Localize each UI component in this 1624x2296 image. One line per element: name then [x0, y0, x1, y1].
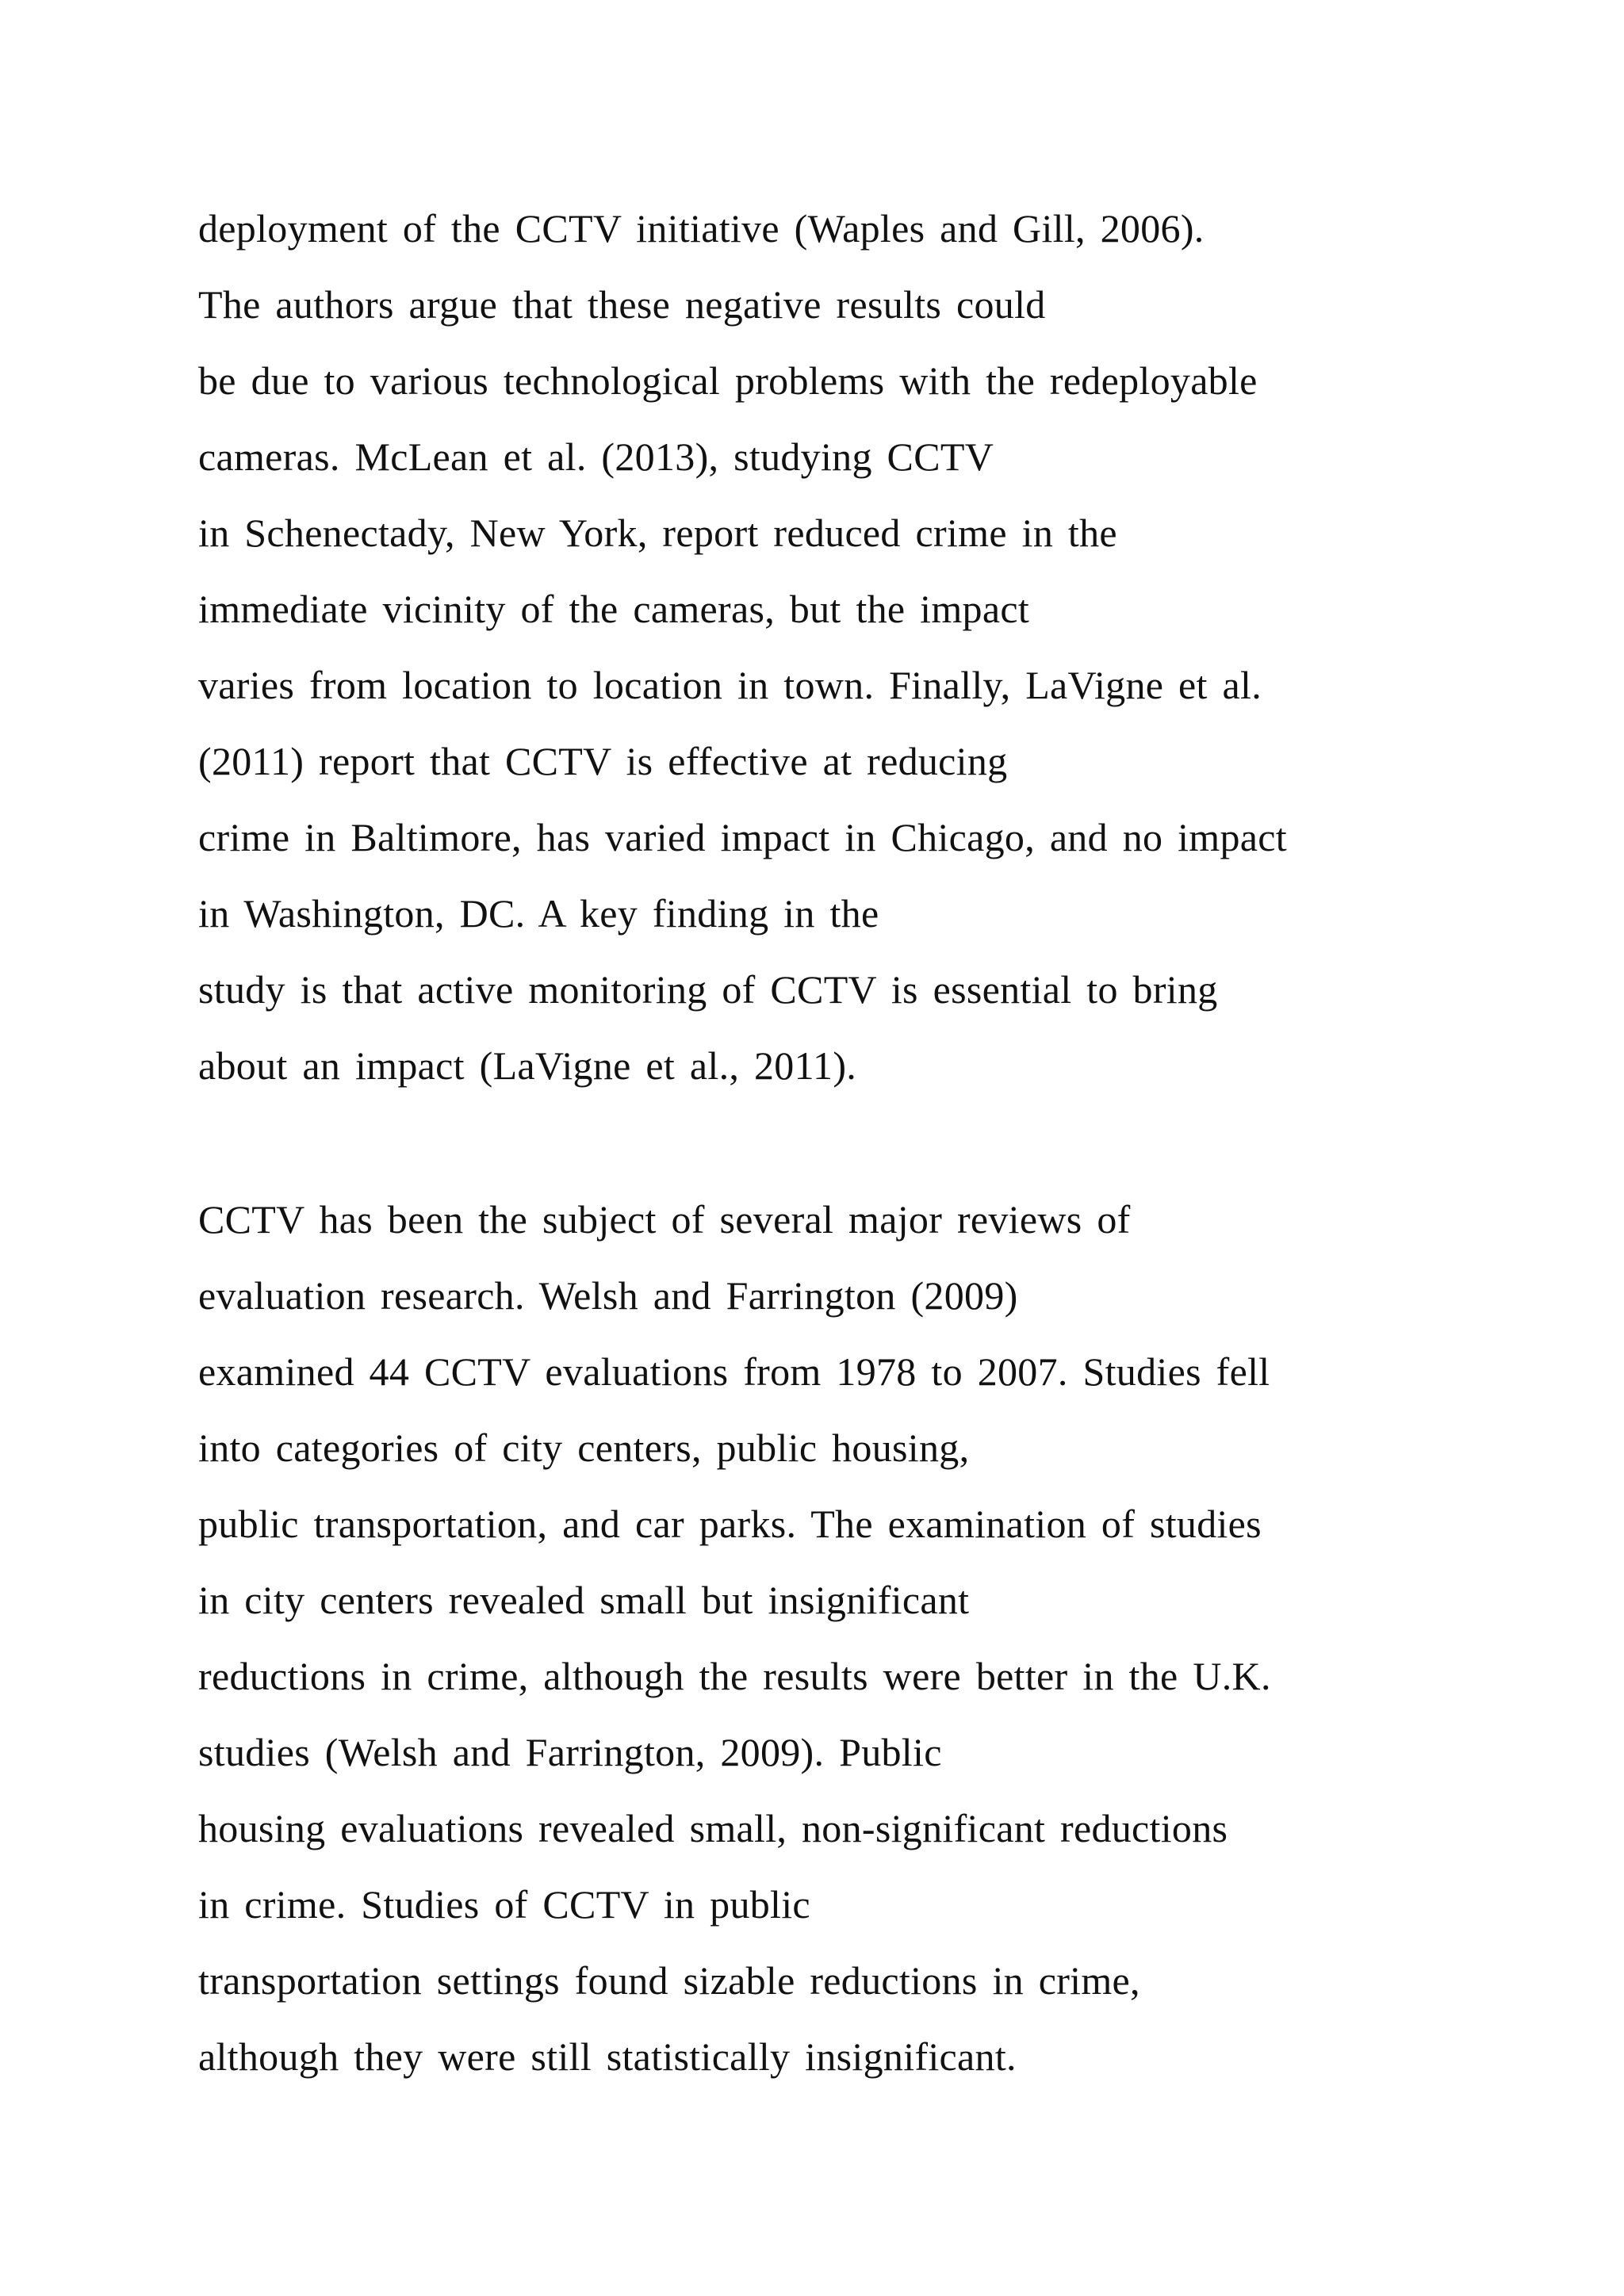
text-line: in crime. Studies of CCTV in public [198, 1882, 810, 1927]
text-line: varies from location to location in town. Finally, LaVigne et al. [198, 663, 1262, 707]
text-line: transportation settings found sizable reductions in crime, [198, 1958, 1140, 2003]
text-line: CCTV has been the subject of several major reviews of [198, 1197, 1131, 1242]
text-line: immediate vicinity of the cameras, but the impact [198, 587, 1030, 631]
text-line: in Washington, DC. A key finding in the [198, 891, 879, 936]
text-line: examined 44 CCTV evaluations from 1978 to 2007. Studies fell [198, 1349, 1270, 1394]
text-line: reductions in crime, although the results were better in the U.K. [198, 1654, 1271, 1698]
text-line: about an impact (LaVigne et al., 2011). [198, 1043, 857, 1088]
text-line: although they were still statistically insignificant. [198, 2034, 1017, 2079]
text-line: be due to various technological problems with the redeployable [198, 358, 1258, 403]
text-line: studies (Welsh and Farrington, 2009). Public [198, 1730, 942, 1774]
text-line: housing evaluations revealed small, non-significant reductions [198, 1806, 1228, 1850]
text-line: evaluation research. Welsh and Farrington (2009) [198, 1273, 1018, 1318]
paragraph-1 [198, 190, 1546, 1104]
text-line: (2011) report that CCTV is effective at reducing [198, 739, 1008, 783]
text-line: crime in Baltimore, has varied impact in Chicago, and no impact [198, 815, 1287, 859]
text-line: study is that active monitoring of CCTV is essential to bring [198, 967, 1218, 1012]
text-line: in city centers revealed small but insignificant [198, 1578, 970, 1622]
text-line: The authors argue that these negative results could [198, 282, 1046, 327]
text-line: into categories of city centers, public housing, [198, 1425, 970, 1470]
text-line: in Schenectady, New York, report reduced crime in the [198, 511, 1117, 555]
text-line: public transportation, and car parks. The examination of studies [198, 1502, 1262, 1546]
paragraph-2 [198, 1181, 1546, 2095]
text-line: cameras. McLean et al. (2013), studying CCTV [198, 434, 994, 479]
text-line: deployment of the CCTV initiative (Waples and Gill, 2006). [198, 206, 1205, 251]
